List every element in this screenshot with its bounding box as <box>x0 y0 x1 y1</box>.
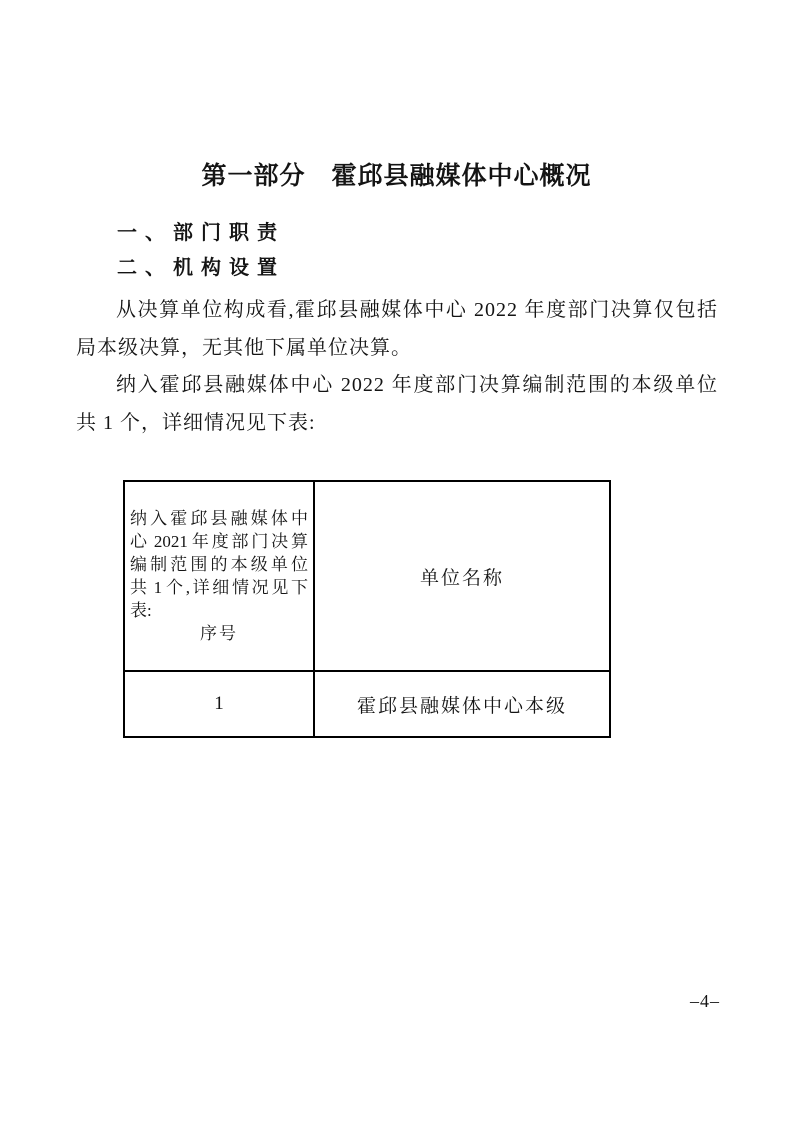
table-header-cell-seq <box>125 482 315 670</box>
column-header-seq: 序号 <box>200 624 238 643</box>
page-number: –4– <box>690 991 720 1011</box>
paragraph-2-line-1: 纳入霍邱县融媒体中心 2022 年度部门决算编制范围的本级单位 <box>116 374 718 397</box>
unit-list-table <box>123 480 611 738</box>
body-paragraphs <box>76 292 718 442</box>
section-heading-department-duties: 一、部门职责 <box>117 222 285 244</box>
table-header-row <box>125 482 609 670</box>
header-note-line: 纳入霍邱县融媒体中 <box>130 509 308 528</box>
table-cell-unit-name: 霍邱县融媒体中心本级 <box>356 695 567 717</box>
header-note-line: 共 1 个,详细情况见下 <box>130 578 308 597</box>
paragraph-2-line-2: 共 1 个，详细情况见下表: <box>76 411 316 434</box>
table-row <box>125 670 609 736</box>
paragraph-1-line-2: 局本级决算，无其他下属单位决算。 <box>76 336 412 359</box>
page-title: 第一部分 霍邱县融媒体中心概况 <box>201 163 592 190</box>
section-heading-organization-setup: 二、机构设置 <box>117 257 285 279</box>
table-cell-seq: 1 <box>125 672 315 736</box>
header-note-line: 编制范围的本级单位 <box>130 555 308 574</box>
section-headings <box>117 222 285 292</box>
header-note-line: 表: <box>130 601 152 620</box>
header-note-line: 心 2021 年度部门决算 <box>130 532 308 551</box>
paragraph-1-line-1: 从决算单位构成看,霍邱县融媒体中心 2022 年度部门决算仅包括 <box>116 299 718 321</box>
column-header-unit-name: 单位名称 <box>419 567 504 589</box>
